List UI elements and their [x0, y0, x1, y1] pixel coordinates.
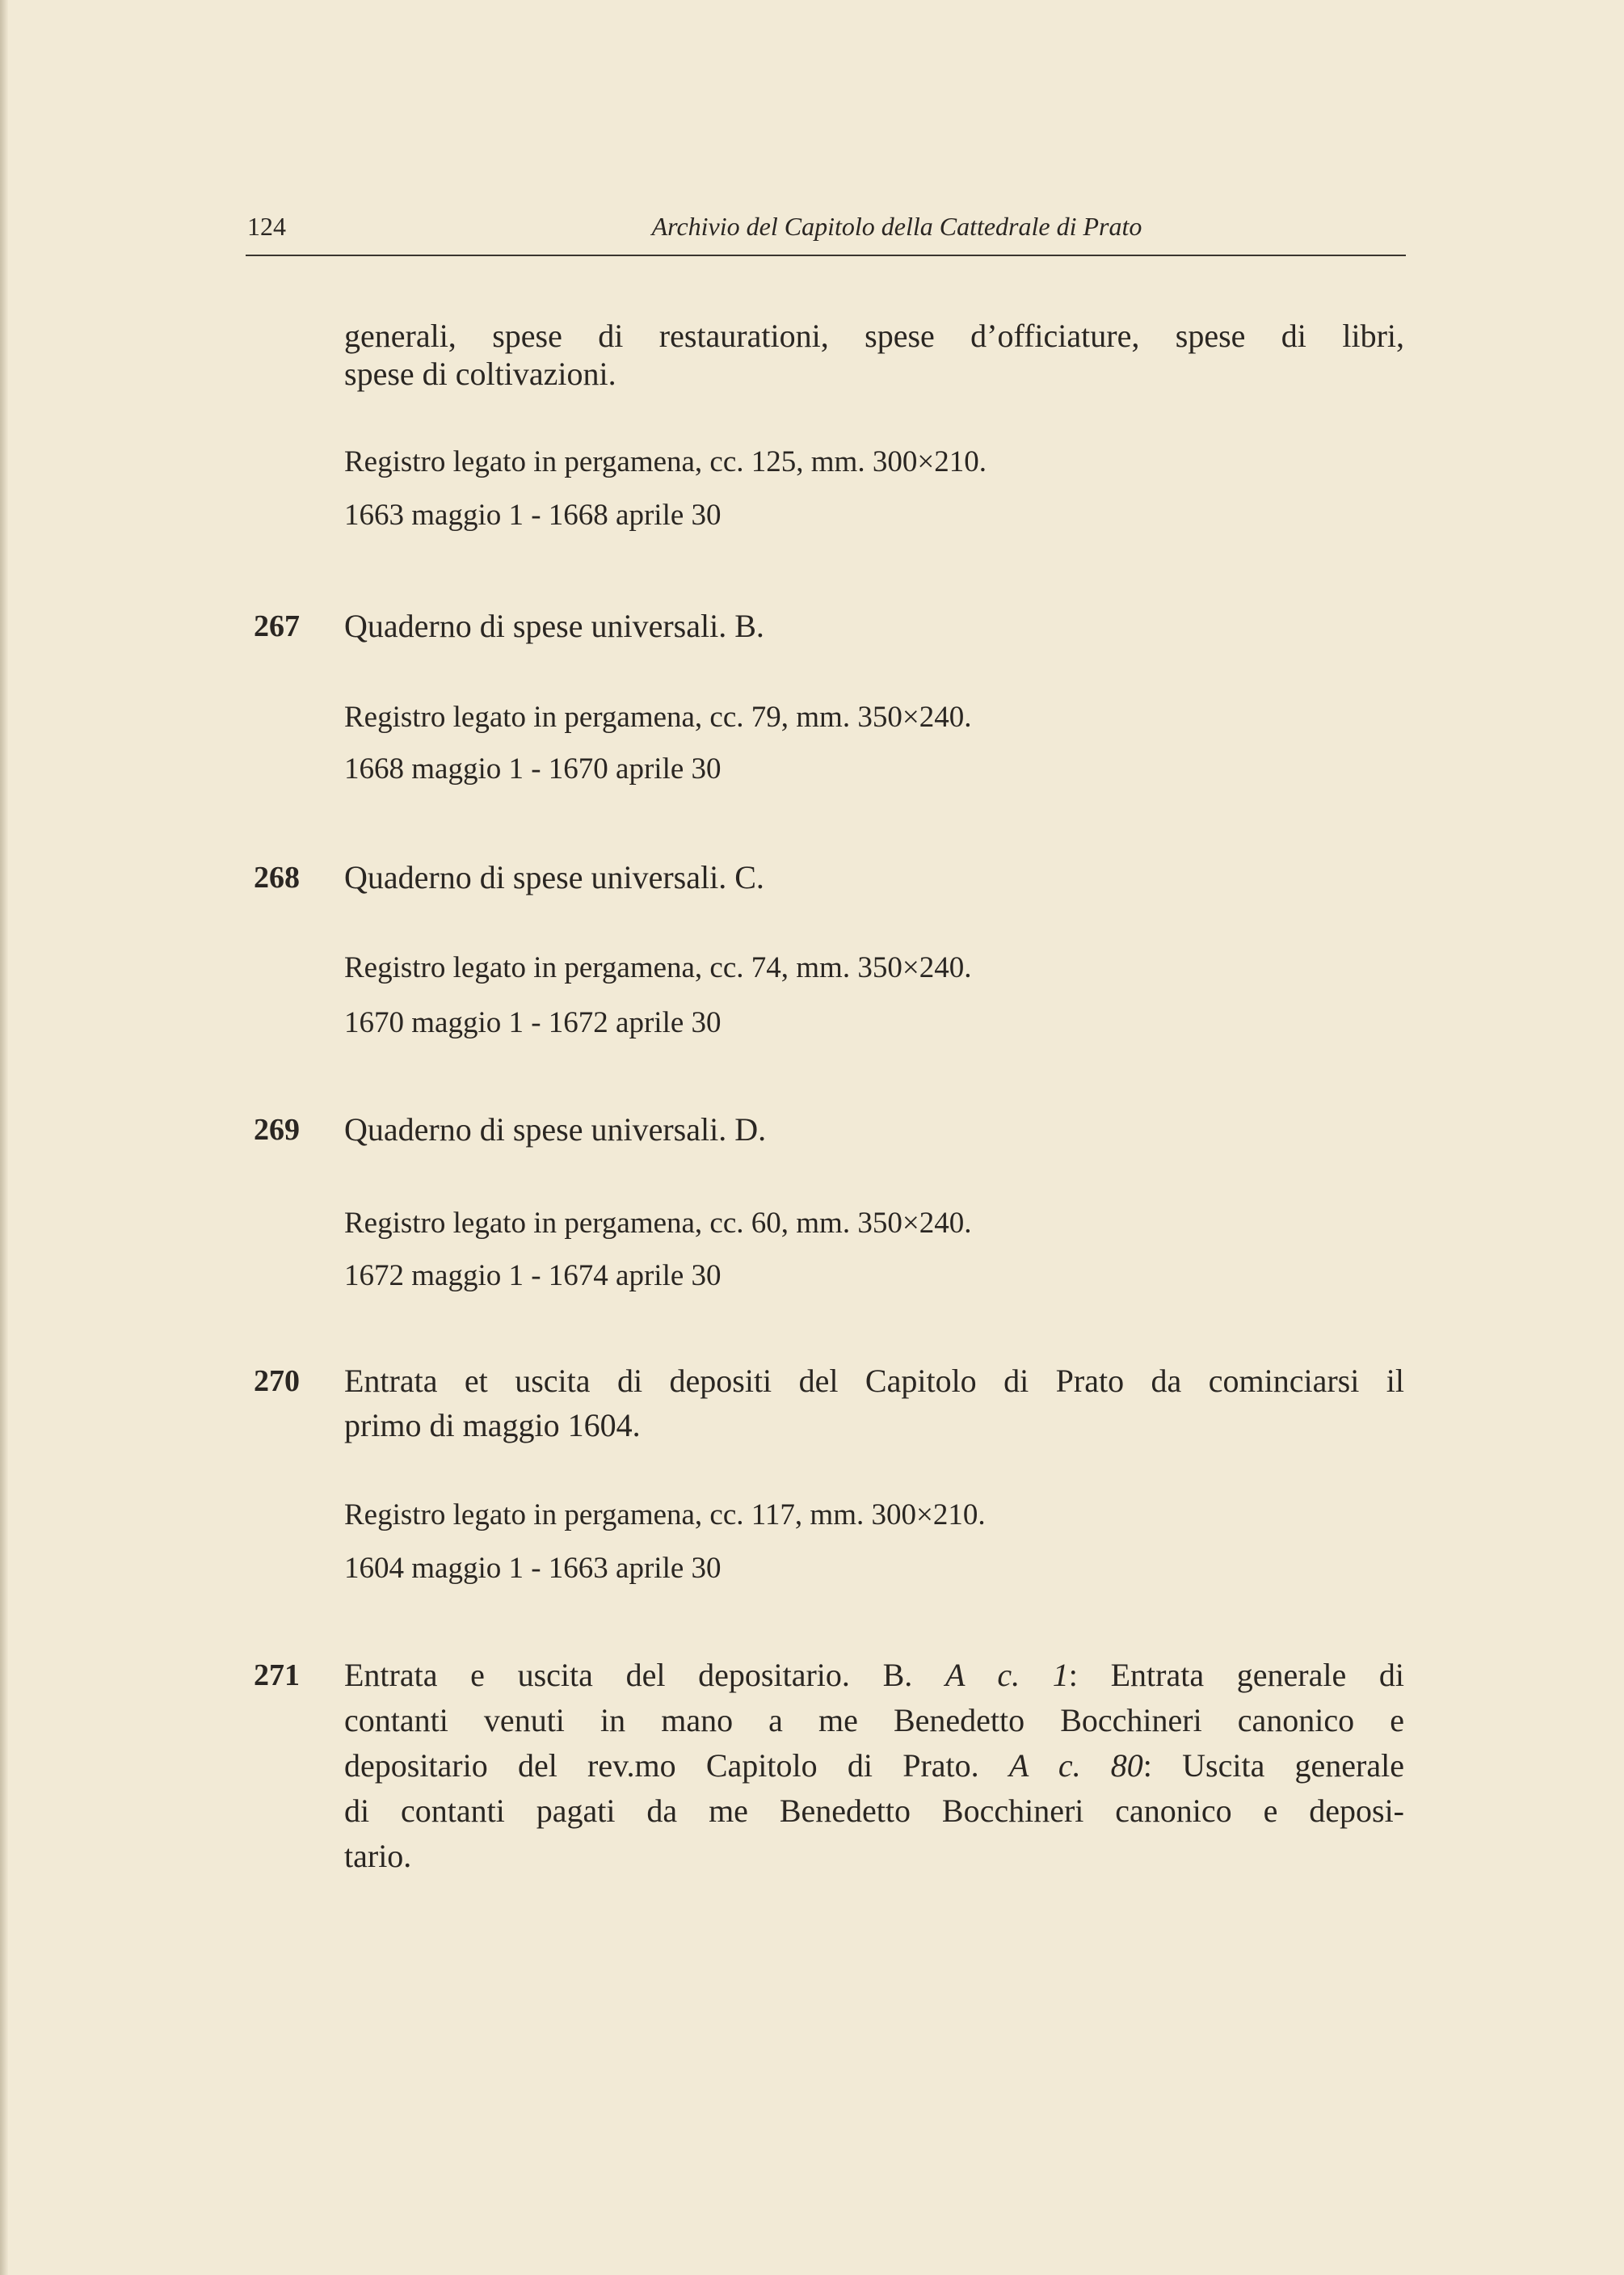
header-rule	[246, 255, 1406, 256]
text: depositario del rev.mo Capitolo di Prato.	[344, 1747, 1009, 1784]
entry-title-line	[344, 1656, 1404, 1695]
entry-dates: 1604 maggio 1 - 1663 aprile 30	[344, 1552, 722, 1585]
entry-number: 267	[254, 609, 300, 643]
entry-title-line: contanti venuti in mano a me Benedetto Bocchineri canonico e	[344, 1702, 1404, 1738]
text: Entrata e uscita del depositario. B.	[344, 1657, 945, 1693]
entry-dates: 1670 maggio 1 - 1672 aprile 30	[344, 1006, 722, 1039]
entry-description: Registro legato in pergamena, cc. 74, mm. 350×240.	[344, 951, 972, 984]
entry-dates: 1663 maggio 1 - 1668 aprile 30	[344, 499, 722, 532]
entry-title: Quaderno di spese universali. D.	[344, 1111, 767, 1148]
entry-text-line: spese di coltivazioni.	[344, 356, 616, 392]
entry-number: 270	[254, 1364, 300, 1398]
text: : Entrata generale di	[1068, 1657, 1404, 1693]
page-number: 124	[247, 212, 286, 241]
entry-description: Registro legato in pergamena, cc. 117, mm. 300×210.	[344, 1498, 986, 1531]
entry-number: 268	[254, 861, 300, 895]
folio-ref: A c. 1	[945, 1657, 1069, 1693]
entry-description: Registro legato in pergamena, cc. 79, mm. 350×240.	[344, 701, 972, 734]
entry-title-line: tario.	[344, 1838, 412, 1874]
entry-number: 271	[254, 1658, 300, 1692]
running-title: Archivio del Capitolo della Cattedrale di Prato	[651, 212, 1142, 241]
entry-dates: 1672 maggio 1 - 1674 aprile 30	[344, 1259, 722, 1292]
entry-description: Registro legato in pergamena, cc. 125, mm. 300×210.	[344, 445, 987, 478]
entry-title: Quaderno di spese universali. C.	[344, 859, 764, 895]
page-edge-shadow	[0, 0, 8, 2275]
entry-number: 269	[254, 1113, 300, 1147]
text: : Uscita generale	[1142, 1747, 1404, 1784]
folio-ref: A c. 80	[1008, 1747, 1143, 1784]
entry-title-line	[344, 1746, 1404, 1785]
entry-title-line: di contanti pagati da me Benedetto Bocchineri canonico e deposi-	[344, 1793, 1404, 1829]
entry-description: Registro legato in pergamena, cc. 60, mm. 350×240.	[344, 1207, 972, 1240]
entry-title: Quaderno di spese universali. B.	[344, 608, 764, 644]
entry-dates: 1668 maggio 1 - 1670 aprile 30	[344, 752, 722, 786]
entry-title: Entrata et uscita di depositi del Capitolo di Prato da cominciarsi il	[344, 1363, 1404, 1399]
entry-text-line: generali, spese di restaurationi, spese d’officiature, spese di libri,	[344, 318, 1404, 354]
entry-title: primo di maggio 1604.	[344, 1407, 641, 1443]
